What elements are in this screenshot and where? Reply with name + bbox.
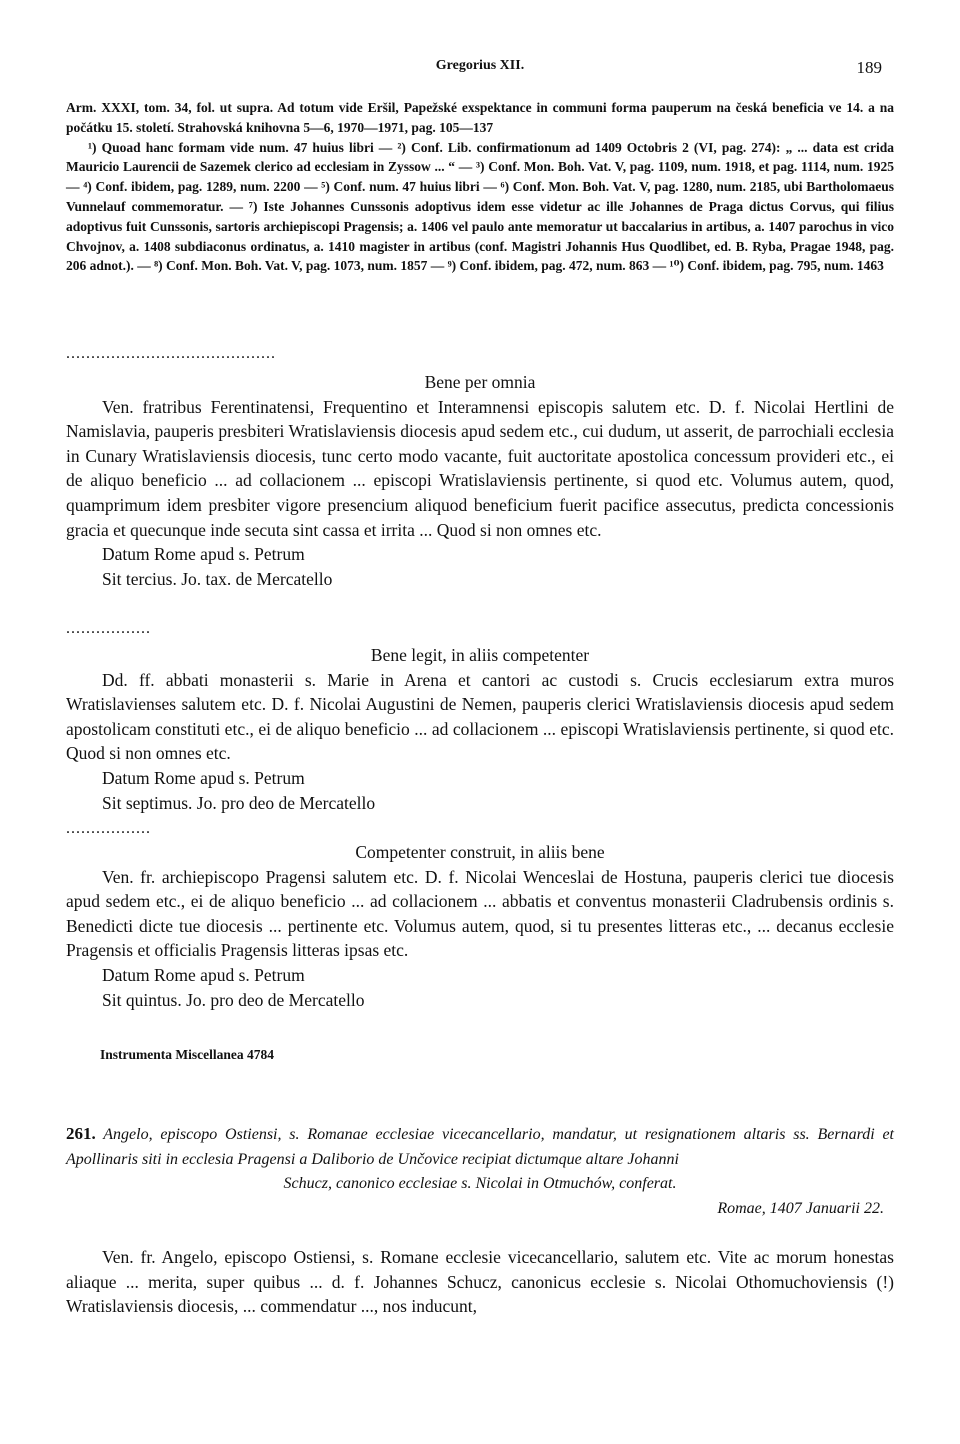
document-text: Ven. fr. Angelo, episcopo Ostiensi, s. Romane ecclesie vicecancellario, salutem etc. Vite ac morum honestas aliaque ... merita, super quibus ... d. f. Johannes Schucz, canonicus ecclesie s. Nicolai Othomuchoviensis (!) Wratislaviensis diocesis, ... commendatur ..., nos inducunt, (66, 1247, 894, 1317)
separator-dots: .......................................... (66, 345, 276, 362)
entry-title: Bene per omnia (424, 372, 536, 392)
entry-datum: Datum Rome apud s. Petrum (102, 964, 305, 985)
entry-datum: Datum Rome apud s. Petrum (102, 767, 305, 788)
entry-1 (66, 370, 894, 591)
footnotes-block (66, 98, 894, 276)
note-source: Arm. XXXI, tom. 34, fol. ut supra. Ad totum vide Eršil, Papežské exspektance in communi forma pauperum na česká beneficia ve 14. a na počátku 15. století. Strahovská knihovna 5—6, 1970—1971, pag. 105—137 (66, 100, 894, 135)
entry-sit: Sit septimus. Jo. pro deo de Mercatello (102, 792, 376, 813)
note-references: ¹) Quoad hanc formam vide num. 47 huius libri — ²) Conf. Lib. confirmationum ad 1409 Octobris 2 (VI, pag. 274): „ ... data est crida Mauricio Laurencii de Sazemek clerico ad ecclesiam in Zyssow ... “ — ³) Conf. Mon. Boh. Vat. V, pag. 1109, num. 1918, et pag. 1114, num. 1925 — ⁴) Conf. ibidem, pag. 1289, num. 2200 — ⁵) Conf. num. 47 huius libri — ⁶) Conf. Mon. Boh. Vat. V, pag. 1280, num. 2185, ubi Bartholomaeus Vunnelauf commemoratur. — ⁷) Iste Johannes Cunssonis adoptivus idem esse videtur ac ille Johannes de Praga dictus Corvus, qui filius adoptivus fuit Cunssonis, sartoris archiepiscopi Pragensis; a. 1406 vel paulo ante memoratur ut baccalarius in artibus, a. 1407 parochus in vico Chvojnov, a. 1408 subdiaconus ordinatus, a. 1410 magister in artibus (conf. Magistri Johannis Hus Quodlibet, ed. B. Ryba, Pragae 1948, pag. 206 adnot.). — ⁸) Conf. Mon. Boh. Vat. V, pag. 1073, num. 1857 — ⁹) Conf. ibidem, pag. 472, num. 863 — ¹⁰) Conf. ibidem, pag. 795, num. 1463 (66, 139, 894, 274)
regest-summary-end: Schucz, canonico ecclesiae s. Nicolai in Otmuchów, conferat. (283, 1175, 677, 1192)
page-header (0, 58, 960, 82)
regest-number: 261. (66, 1124, 96, 1143)
entry-body: Dd. ff. abbati monasterii s. Marie in Arena et cantori ac custodi s. Crucis ecclesiarum extra muros Wratislavienses salutem etc. D. f. Nicolai Augustini de Nemen, pauperis clerici Wratislaviensis diocesis apud sedem apostolicam constituti etc., ei de aliquo beneficio ... ad collacionem ... episcopi Wratislaviensis pertinente, si quod etc. Quod si non omnes etc. (66, 669, 894, 764)
entry-2 (66, 643, 894, 815)
entry-3 (66, 840, 894, 1012)
regest-summary: Angelo, episcopo Ostiensi, s. Romanae ecclesiae vicecancellario, mandatur, ut resignationem altaris ss. Bernardi et Apollinaris siti in ecclesia Pragensi a Daliborio de Unčovice recipiat dictumque altare Johanni (66, 1126, 894, 1168)
entry-body: Ven. fr. archiepiscopo Pragensi salutem etc. D. f. Nicolai Wenceslai de Hostuna, pauperis clerici tue diocesis apud sedem etc., ei de aliquo beneficio ... ad collacionem ... abbatis et conventus monasterii Cladrubensis ordinis s. Benedicti dicte tue diocesis ... pertinente etc. Volumus autem, quod, si tu presentes litteras etc., ... decanus ecclesie Pragensis et officialis Pragensis litteras ipsas etc. (66, 866, 894, 961)
entry-datum: Datum Rome apud s. Petrum (102, 544, 305, 565)
page-number: 189 (856, 58, 882, 77)
archive-reference: Instrumenta Miscellanea 4784 (100, 1047, 274, 1062)
entry-title: Competenter construit, in aliis bene (355, 842, 605, 862)
entry-sit: Sit tercius. Jo. tax. de Mercatello (102, 568, 333, 589)
running-title: Gregorius XII. (435, 58, 525, 73)
separator-dots: ................. (66, 620, 151, 637)
entry-body: Ven. fratribus Ferentinatensi, Frequentino et Interamnensi episcopis salutem etc. D. f. Nicolai Hertlini de Namislavia, pauperis presbiteri Wratislaviensis diocesis apud sedem etc., cui dudum, ut asserit, de parrochiali ecclesia in Cunary Wratislaviensis diocesis, tunc certo modo vacante, fuit auctoritate apostolica concessum provideri etc., ei de aliquo beneficio ... ad collacionem ... episcopi Wratislaviensis pertinente, si quod etc. Volumus autem, quod, quamprimum idem presbiter vigore presencium aliquod beneficium fuerit pacifice assecutus, predicta concessionis gracia et quecunque inde secuta sint cassa et irrita ... Quod si non omnes etc. (66, 396, 894, 540)
entry-title: Bene legit, in aliis competenter (370, 645, 590, 665)
entry-sit: Sit quintus. Jo. pro deo de Mercatello (102, 989, 365, 1010)
separator-dots: ................. (66, 820, 151, 837)
regest-block (66, 1122, 894, 1221)
regest-date: Romae, 1407 Januarii 22. (717, 1199, 884, 1217)
